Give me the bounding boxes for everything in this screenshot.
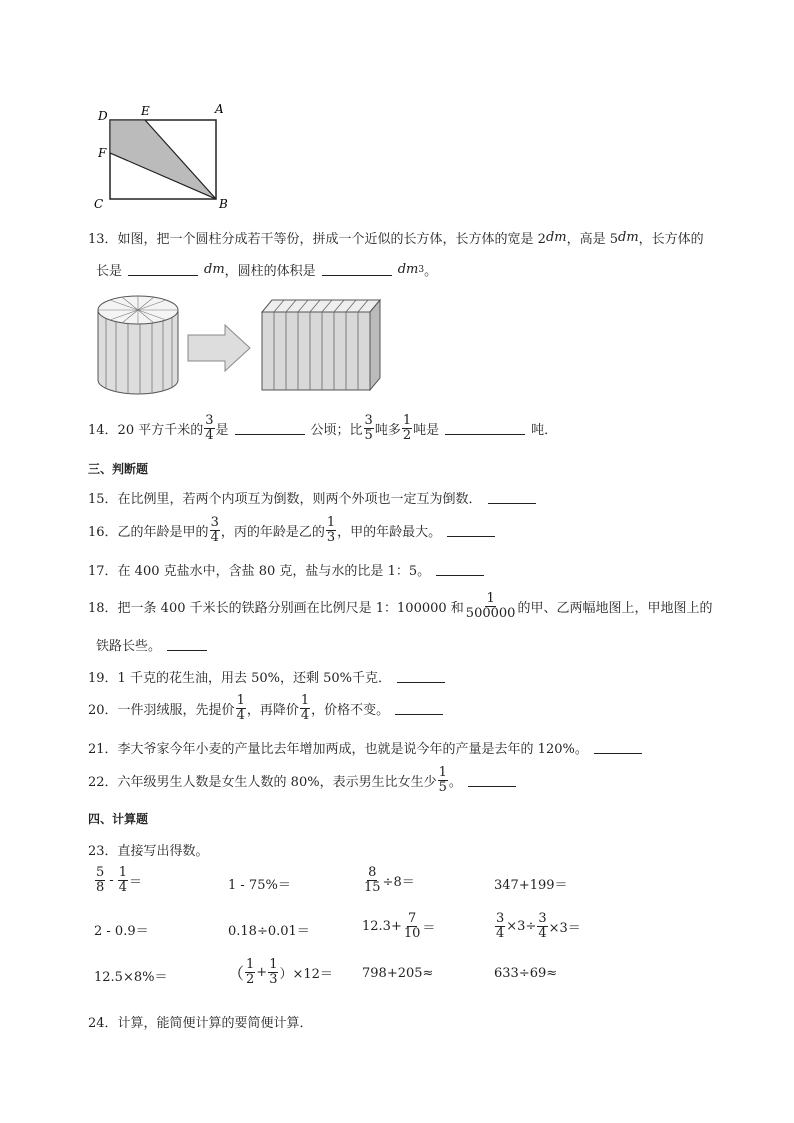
operator: - — [109, 873, 114, 888]
q19-text: 1 千克的花生油，用去 50%，还剩 50%千克． — [117, 671, 392, 686]
question-18-line1 — [88, 592, 712, 621]
q20-text: 一件羽绒服，先提价 — [117, 703, 235, 718]
denominator: 3 — [326, 530, 336, 545]
label-d: D — [98, 109, 108, 123]
numerator: 1 — [402, 413, 412, 428]
calc-r2-c1: 2 - 0.9＝ — [94, 924, 149, 939]
q16-text: ，甲的年龄最大。 — [337, 525, 442, 540]
q14-text: 是 — [215, 423, 229, 438]
q16-text: 乙的年龄是甲的 — [117, 525, 209, 540]
cylinder-icon — [98, 296, 178, 394]
q23-text: 直接写出得数。 — [117, 844, 209, 859]
question-13-line2 — [96, 260, 437, 279]
fraction — [403, 912, 422, 941]
label-e: E — [141, 104, 150, 118]
open-paren: （ — [228, 964, 245, 983]
calc-r3-c3: 798+205≈ — [362, 966, 434, 981]
denominator: 10 — [403, 926, 421, 941]
denominator: 500000 — [465, 606, 516, 621]
numerator: 8 — [368, 865, 377, 880]
numerator: 1 — [300, 693, 310, 708]
fraction — [438, 766, 448, 795]
answer-blank[interactable] — [395, 702, 443, 715]
question-number: 23． — [88, 844, 118, 859]
expression-rest: ÷8＝ — [382, 875, 415, 890]
calc-r1-c4: 347+199＝ — [494, 878, 568, 893]
calc-r3-c2 — [228, 958, 333, 987]
numerator: 1 — [438, 765, 447, 780]
question-16 — [88, 516, 501, 545]
denominator: 3 — [269, 972, 278, 987]
fraction — [268, 958, 278, 987]
numerator: 1 — [486, 591, 495, 606]
section-heading-calculation: 四、计算题 — [88, 812, 149, 826]
denominator: 5 — [364, 428, 373, 443]
answer-blank[interactable] — [397, 670, 445, 683]
numerator: 1 — [118, 865, 127, 880]
answer-blank[interactable] — [447, 524, 495, 537]
answer-blank[interactable] — [445, 422, 525, 435]
answer-blank[interactable] — [167, 638, 207, 651]
denominator: 15 — [364, 880, 381, 895]
calc-r2-c3 — [362, 912, 435, 941]
question-20 — [88, 694, 449, 723]
cylinder-to-cuboid-figure — [90, 288, 390, 400]
operator: + — [256, 965, 268, 980]
denominator: 4 — [538, 926, 547, 941]
answer-blank[interactable] — [594, 741, 642, 754]
cuboid-icon — [262, 300, 380, 390]
question-23 — [88, 840, 209, 859]
question-number: 16． — [88, 525, 118, 540]
expression-end: ×3＝ — [548, 921, 581, 936]
q21-text: 李大爷家今年小麦的产量比去年增加两成，也就是说今年的产量是去年的 120%。 — [117, 742, 588, 757]
numerator: 3 — [364, 413, 373, 428]
question-number: 18． — [88, 601, 118, 616]
fraction — [537, 912, 547, 941]
q13-text: 如图，把一个圆柱分成若干等份，拼成一个近似的长方体，长方体的宽是 2 — [117, 232, 546, 247]
denominator: 4 — [496, 926, 505, 941]
answer-blank[interactable] — [235, 422, 305, 435]
question-number: 22． — [88, 775, 118, 790]
expression-pre: 12.3+ — [362, 919, 402, 934]
question-number: 20． — [88, 703, 118, 718]
unit-dm: dm — [618, 230, 639, 245]
unit-dm: dm — [397, 262, 419, 277]
q14-text: 20 平方千米的 — [117, 423, 204, 438]
fraction — [326, 516, 336, 545]
q17-text: 在 400 克盐水中，含盐 80 克，盐与水的比是 1：5。 — [117, 564, 431, 579]
q13-text: ，圆柱的体积是 — [224, 264, 316, 279]
fraction — [118, 866, 128, 895]
answer-blank[interactable] — [128, 263, 198, 276]
denominator: 4 — [236, 708, 245, 723]
question-number: 17． — [88, 564, 118, 579]
fraction — [95, 866, 105, 895]
q18-text: 把一条 400 千米长的铁路分别画在比例尺是 1：100000 和 — [117, 601, 464, 616]
fraction — [363, 866, 382, 895]
denominator: 5 — [438, 780, 447, 795]
question-24 — [88, 1012, 313, 1031]
q18-text: 铁路长些。 — [96, 639, 162, 654]
question-number: 15． — [88, 492, 118, 507]
label-b: B — [219, 197, 228, 211]
answer-blank[interactable] — [468, 774, 516, 787]
equals: ＝ — [422, 921, 436, 936]
q13-text: 。 — [424, 264, 438, 279]
denominator: 4 — [118, 880, 127, 895]
label-a: A — [215, 102, 224, 116]
q16-text: ，丙的年龄是乙的 — [220, 525, 325, 540]
numerator: 3 — [210, 515, 219, 530]
q24-text: 计算，能简便计算的要简便计算． — [117, 1016, 313, 1031]
q14-text: 吨． — [531, 423, 558, 438]
numerator: 1 — [326, 515, 336, 530]
q13-text: ，长方体的 — [638, 232, 704, 247]
numerator: 3 — [205, 413, 214, 428]
denominator: 8 — [96, 880, 105, 895]
calc-r1-c1 — [94, 866, 142, 895]
numerator: 7 — [407, 911, 417, 926]
numerator: 3 — [538, 911, 547, 926]
calc-r1-c2: 1 - 75%＝ — [228, 878, 291, 893]
q15-text: 在比例里，若两个内项互为倒数，则两个外项也一定互为倒数． — [117, 492, 482, 507]
calc-r3-c1: 12.5×8%＝ — [94, 970, 168, 985]
q13-text: ，高是 5 — [566, 232, 619, 247]
denominator: 4 — [205, 428, 214, 443]
question-15 — [88, 488, 542, 507]
fraction — [236, 694, 246, 723]
calc-r2-c2: 0.18÷0.01＝ — [228, 924, 310, 939]
calc-r2-c4 — [494, 912, 581, 941]
calc-r1-c3 — [362, 866, 415, 895]
q20-text: ，再降价 — [246, 703, 299, 718]
q18-text: 的甲、乙两幅地图上，甲地图上的 — [517, 601, 713, 616]
unit-dm: dm — [204, 262, 225, 277]
close-paren-expr: ）×12＝ — [279, 967, 333, 982]
question-number: 21． — [88, 742, 118, 757]
question-19 — [88, 667, 451, 686]
q14-text: 吨是 — [413, 423, 440, 438]
label-f: F — [98, 146, 107, 160]
fraction — [465, 592, 517, 621]
question-number: 24． — [88, 1016, 118, 1031]
q13-text: 长是 — [96, 264, 123, 279]
fraction — [245, 958, 255, 987]
fraction — [402, 414, 412, 443]
question-13-line1 — [88, 228, 704, 247]
q14-text: 公顷；比 — [310, 423, 363, 438]
fraction — [364, 414, 374, 443]
q20-text: ，价格不变。 — [311, 703, 390, 718]
numerator: 1 — [269, 957, 278, 972]
question-21 — [88, 738, 648, 757]
section-heading-judgement: 三、判断题 — [88, 462, 149, 476]
denominator: 4 — [300, 708, 310, 723]
q22-text: 。 — [448, 775, 462, 790]
equals: ＝ — [128, 875, 142, 890]
expression-mid: ×3÷ — [506, 919, 537, 934]
question-number: 19． — [88, 671, 118, 686]
fraction — [210, 516, 220, 545]
numerator: 5 — [96, 865, 105, 880]
question-number: 13． — [88, 232, 118, 247]
q14-text: 吨多 — [374, 423, 401, 438]
calc-r3-c4: 633÷69≈ — [494, 966, 558, 981]
numerator: 3 — [496, 911, 505, 926]
denominator: 2 — [402, 428, 412, 443]
arrow-right-icon — [188, 325, 250, 371]
question-14 — [88, 414, 557, 443]
answer-blank[interactable] — [322, 263, 392, 276]
answer-blank[interactable] — [436, 563, 484, 576]
denominator: 2 — [246, 972, 255, 987]
question-18-line2 — [96, 635, 213, 654]
unit-dm: dm — [545, 230, 567, 245]
fraction — [204, 414, 214, 443]
rectangle-figure — [88, 100, 238, 215]
question-22 — [88, 766, 522, 795]
fraction — [495, 912, 505, 941]
question-number: 14． — [88, 423, 118, 438]
numerator: 1 — [236, 693, 245, 708]
superscript-3: 3 — [418, 264, 425, 275]
numerator: 1 — [246, 957, 255, 972]
label-c: C — [94, 197, 104, 211]
question-17 — [88, 560, 490, 579]
denominator: 4 — [210, 530, 219, 545]
answer-blank[interactable] — [488, 491, 536, 504]
fraction — [300, 694, 310, 723]
q22-text: 六年级男生人数是女生人数的 80%，表示男生比女生少 — [117, 775, 437, 790]
